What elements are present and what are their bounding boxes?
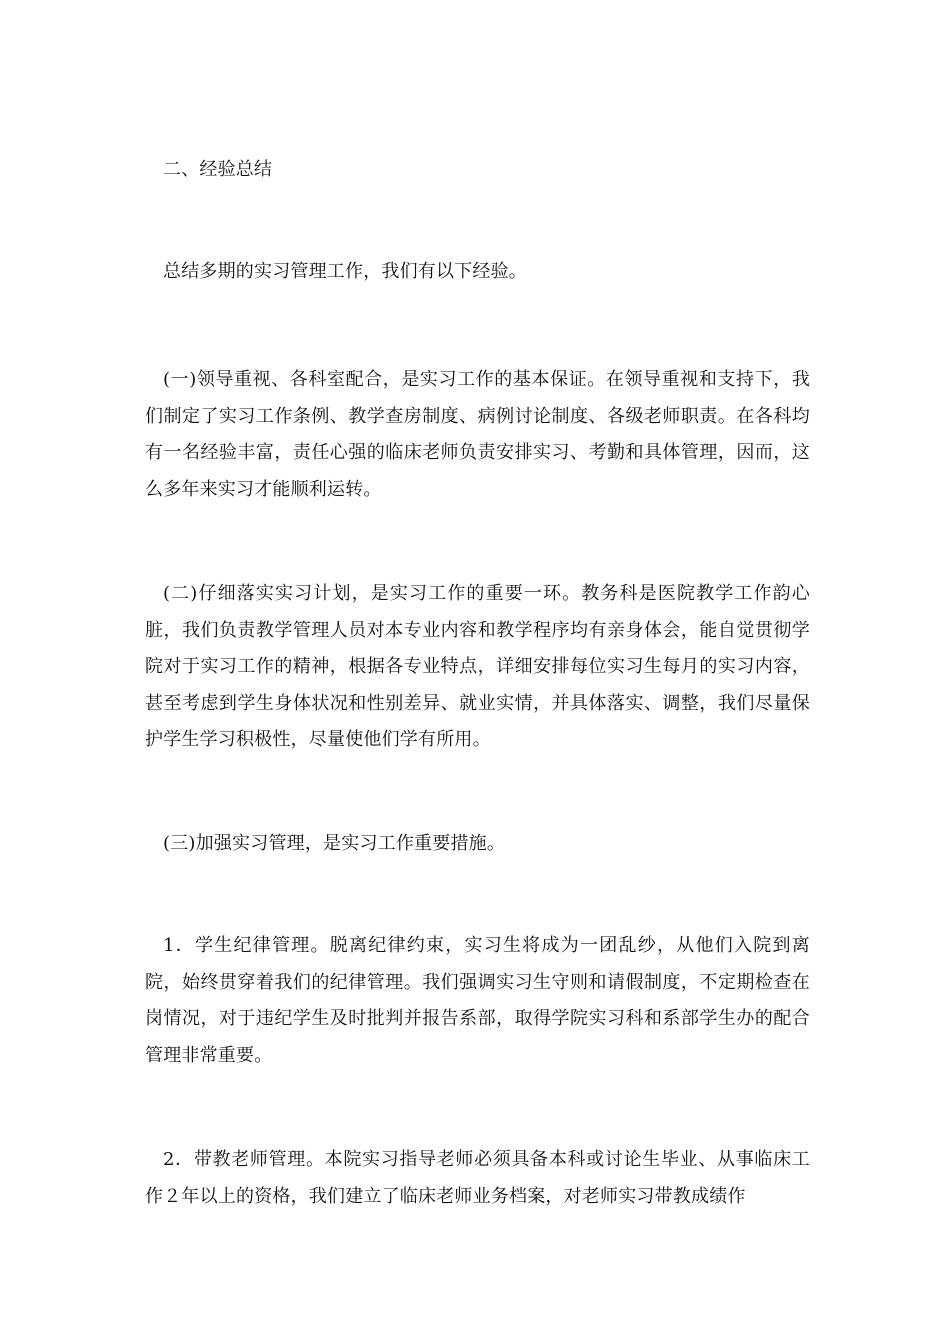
paragraph-management: (三)加强实习管理，是实习工作重要措施。 — [163, 833, 506, 854]
paragraph-leadership: (一)领导重视、各科室配合，是实习工作的基本保证。在领导重视和支持下，我们制定了实习工作条例、教学查房制度、病例讨论制度、各级老师职责。在各科均有一名经验丰富，责任心强的临床老师负责安排实习、考勤和具体管理，因而，这么多年来实习才能顺利运转。 — [145, 369, 810, 500]
paragraph-discipline: 1．学生纪律管理。脱离纪律约束，实习生将成为一团乱纱，从他们入院到离院，始终贯穿着我们的纪律管理。我们强调实习生守则和请假制度，不定期检查在岗情况，对于违纪学生及时批判并报告系部，取得学院实习科和系部学生办的配合管理非常重要。 — [145, 935, 810, 1066]
paragraph-intro: 总结多期的实习管理工作，我们有以下经验。 — [163, 261, 527, 282]
paragraph-plan: (二)仔细落实实习计划，是实习工作的重要一环。教务科是医院教学工作韵心脏，我们负责教学管理人员对本专业内容和教学程序均有亲身体会，能自觉贯彻学院对于实习工作的精神，根据各专业特点，详细安排每位实习生每月的实习内容，甚至考虑到学生身体状况和性别差异、就业实情，并具体落实、调整，我们尽量保护学生学习积极性，尽量使他们学有所用。 — [145, 583, 810, 750]
section-heading: 二、经验总结 — [163, 159, 273, 180]
paragraph-teachers: 2．带教老师管理。本院实习指导老师必须具备本科或讨论生毕业、从事临床工作２年以上的资格，我们建立了临床老师业务档案，对老师实习带教成绩作 — [145, 1149, 810, 1207]
